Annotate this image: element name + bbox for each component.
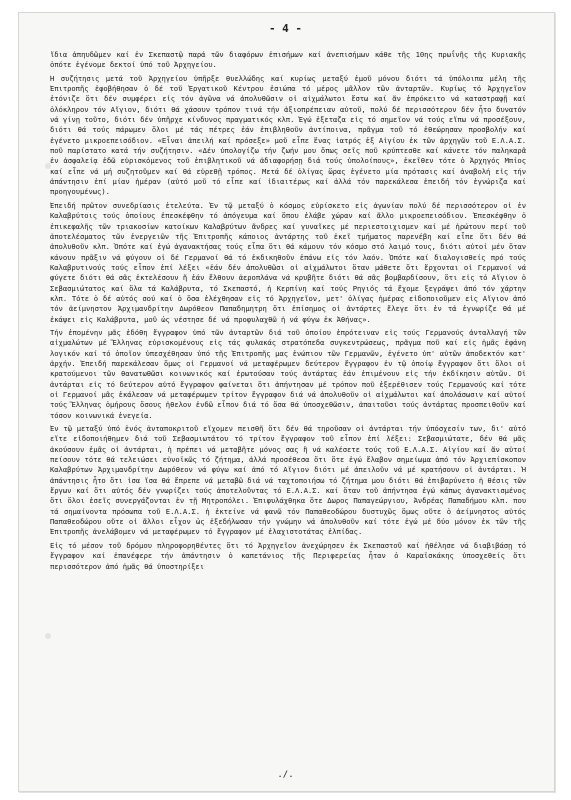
paragraph: Ἐν τῷ μεταξύ ὑπό ἑνός ἀνταποκριτοῦ εἴχομεν πεισθῆ ὅτι δέν θά τηροῦσαν οἱ ἀντάρται τήν ὑπόσχεσίν των, δι' αὐτό εἴτε εἰδοποιήθημεν διά τοῦ Σεβασμιωτάτου τό τρίτον ἔγγραφον τοῦ εἶπον ἐπί λέξει: Σεβασμιώτατε, δέν θά μᾶς ἀκούσουν ἐμᾶς οἱ ἀντάρται, ἡ πρέπει νά μεταβῆτε μόνος σας ἢ νά καλέσετε τούς τοῦ Ε.Λ.Α.Σ. Αἰγίου καί ἄν αὐτοί πείσουν τότε θά τελειώσει εὐνοϊκῶς τό ζήτημα, ἀλλά προσέθεσα ὅτι ὅτε ἐγώ ἔλαβον σημείωμα ἀπό τόν Ἀρχιεπίσκοπον Καλαβρύτων Ἀρχιμανδρίτην Δωρόθεον νά φύγω καί ἀπό τό Αἴγιον διότι μέ ἀπειλοῦν νά μέ κρατήσουν οἱ ἀντάρται. Ἡ ἀπάντησις ἦτο ὅτι ἰσα ἴσα θά ἔπρεπε νά μεταβῶ διά νά ταχτοποιήσω τό ζήτημα μου διότι θά ἐπιβαρύνετο ἡ θέσις τῶν ἔργων καί ὅτι αὐτός δέν γνωρίζει τούς ἀποτελοῦντας τό Ε.Λ.Α.Σ. καί ὅταν τοῦ ἀπήντησα ἐγώ κάπως ἀγανακτισμένος ὅτι ὅλοι ἐσεῖς συνεργάζονται ἐν τῇ Μητροπόλει. Ἐπιφυλάχθηκα ὅτε Δωρος Παπαγεώργιου, Ἀνδρέας Παπαδήμου κλπ. που τά σημαίνοντα πρόσωπα τοῦ Ε.Λ.Α.Σ. ἡ ἐκτείνε νά φανῶ τόν Παπαθεοδώρου δυστυχῶς ὅμως οὔτε ὁ ἀείμνηστος αὐτός Παπαθεοδώρου οὔτε οἱ ἄλλοι εἶχον ὡς ἐξεδήλωσαν τήν γνώμην νά ἀπολυθοῦν καί τότε ἐγώ μέ δύο μόνον ἐκ τῶν τῆς Ἐπιτροπῆς ἀνελάβομεν νά μεταφέρωμεν τό ἔγγραφον μέ ἐλαχιστοτάτας ἐλπίδας. — [50, 424, 526, 537]
paragraph: Τήν ἐπομένην μᾶς ἐδόθη ἔγγραφον ὑπό τῶν ἀνταρτῶν διά τοῦ ὁποίου ἐπρότειναν εἰς τούς Γερμανούς ἀνταλλαγή τῶν αἰχμαλώτων μέ Ἕλληνας εὑρισκομένους εἰς τάς φυλακάς στρατόπεδα συγκεντρώσεως, πρᾶγμα ποῦ καί εἰς ἡμᾶς ἐφάνη λογικόν καί τό ὁποῖον ὑπεσχέθησαν ὑπό τῆς Ἐπιτροπῆς μας ἐνώπιον τῶν Γερμανῶν, ἐγένετο ὑπ' αὐτῶν ἀποδεκτόν κατ' ἀρχήν. Ἐπειδή παρεκάλεσαν ὅμως οἱ Γερμανοί νά μεταφέρωμεν δεύτερον ἔγγραφον ἐν τῷ ὁποίῳ ἔγγραφον ὅτι ὅλοι οἱ κρατούμενοι τῶν θανατωθῶσι κοινωνικός καί ἐρωτούσαν τούς ἀντάρτας ἐάν ἐπιμένουν εἰς τήν ἐκδίκησιν αὐτῶν. Οἱ ἀντάρται εἰς τό δεύτερον αὐτό ἔγγραφον φαίνεται ὅτι ἀπήντησαν μέ τρόπον ποῦ ἐξερέθισεν τούς Γερμανούς καί τότε οἱ Γερμανοί μᾶς ἐκάλεσαν νά μεταφέρωμεν τρίτον ἔγγραφον διά νά ἀπολυθοῦν οἱ αἰχμάλωτοι καί ἀπολάσωσιν καί αὐτοί τούς Ἕλληνας ὁμήρους ὅσους ἠθελον ἐνδῶ εἶπον διά τό ὅσα θά ὑποσχεθῶσιν, ἀπαιτοῦσι τούς ἀντάρτας προσπειθοῦν καί τόσον κοινωνικά ἐνεγεία. — [50, 327, 526, 420]
paragraph: Εἰς τό μέσον τοῦ δρόμου πληροφορηθέντες ὅτι τό Ἀρχηγεῖον ἀνεχώρησεν ἐκ Σκεπαστοῦ καί ἠθέλησε νά διαβιβάσῃ τό ἔγγραφον καί ἐπανέφερε τήν ἀπάντησιν ὁ καπετάνιος τῆς Περιφερείας ἦταν ὁ Καραϊσκάκης ὑποσχεθείς ὅτι περισσότερον ἀπό ἡμᾶς θά ὑποστηρίξει — [50, 540, 526, 571]
paragraph: Ἡ συζήτησις μετά τοῦ Ἀρχηγείου ὑπῆρξε θυελλώδης καί κυρίως μεταξύ ἐμοῦ μόνου διότι τά ὑπόλοιπα μέλη τῆς Ἐπιτροπῆς ἐφοβήθησαν ὁ δέ τοῦ Ἐργατικοῦ Κέντρου ἐσιώπα τό μέρος μᾶλλον τῶν ἀνταρτῶν. Κυρίως τό Ἀρχηγεῖον ἐτόνιζε ὅτι δέν συμφέρει εἰς τόν ἀγῶνα νά ἀπολυθῶσιν οἱ αἰχμάλωτοι ἔστω καί ἄν ἐπρόκειτο νά καταστραφῇ καί ὁλόκληρον τόν Αἴγιον, διότι θά χάσουν τρόπον τινά τήν ἀξιοπρέπειαν αὐτοῦ, πολύ δέ περισσότερον δέν ἦτο δυνατόν νά γίνῃ τοῦτο, διότι δέν ὑπῆρχε κίνδυνος πραγματικός κλπ. Ἐγώ ἐξεταζα εἰς τό σημεῖον νά τούς εἴπω νά προσέξουν, διότι θά τούς πάρωμεν ὅλοι μέ τάς πέτρες ἐάν ἐπιβληθοῦν ἀντίποινα, πρᾶγμα τοῦ τό ἐθεώρησαν προσβολήν καί ἐγένετο μικροεπεισόδιον. «Εἶναι ἀπειλή καί πρόσεξε» μοῦ εἶπε ἕνας ἰατρός ἐξ Αἰγίου ἐκ τῶν ἀρχηγῶν τοῦ Ε.Λ.Α.Σ. ποῦ παρίστατο κατά τήν συζήτησιν. «Δέν ὑπολογίζω τήν ζωήν μου ὅπως σεῖς ποῦ κρύπτεσθε καί κάνετε τόν παληκαρᾶ ἐν ἀσφαλείᾳ ἐδῶ εὑρισκόμενος τοῦ ἐπιβλητικοῦ νά ἀδιαφορήσῃ διά τούς ὑπολοίπους», ἐκεῖθεν τότε ὁ Ἀρχηγός Μπίος καί εἶπε νά μή συζητοῦμεν καί θά εὑρεθῇ τρόπος. Μετά δέ ὀλίγας ὥρας ἐγένετο μία πρότασις καί ἀναβολή εἰς τήν ἀπάντησιν ἐπί μίαν ἡμέραν (αὐτό μοῦ τό εἶπε καί ἰδιαιτέρως καί ἀλλά τόν παρεκάλεσα ἐπειδή τόν ἐγνώριζα καί προηγουμένως). — [50, 73, 526, 197]
end-mark: ./. — [277, 770, 294, 780]
paragraph: ἴδια ἀπηυδῶμεν καί ἐν Σκεπαστῷ παρά τῶν διαφόρων ἐπισήμων καί ἀνεπισήμων κάθε τῆς 10ης πρωΐνῆς τῆς Κυριακῆς ὁπότε ἐγένομε δεκτοί ὑπό τοῦ Ἀρχηγείου. — [50, 50, 526, 70]
document-body — [50, 50, 526, 760]
paragraph: Ἐπειδή πρῶτον συνεδρίασις ἐτελεύτα. Ἐν τῷ μεταξύ ὁ κόσμος εὑρίσκετο εἰς ἀγωνίαν πολύ δέ περισσότερον οἱ ἐν Καλαβρύτοις τούς ὁποίους ἐπεσκέφθην τό ἀπόγευμα καί ὅπου ἐλάβε χώραν καί ἄλλο μικροεπεισόδιον. Ἐπεσκέφθην ὁ ἐπικεφαλῆς τῶν τριακοσίων κατοίκων Καλαβρύτων ἄνδρες καί γυναῖκες μέ περιεστοιχισμεν καί μέ ἠρώτουν περί τοῦ ἀποτελέσματος τῶν ἐνεργειῶν τῆς Ἐπιτροπῆς κάποιος ἀντάρτης τοῦ ἐκεῖ τμήματος παρενέβη καί εἶπε ὅτι δέν θά ἀπολυθοῦν κλπ. Ὁπότε καί ἐγώ ἀγανακτήσας τούς εἶπα ὅτι θά κάμουν τόν κόσμο στό λαιμό τους, διότι αὐτοί μέν ὅταν κάνουν πρᾶξιν νά φύγουν οἱ δέ Γερμανοί θά τό ἐκδικηθοῦν ἐπάνω εἰς τόν λαόν. Ὁπότε καί διαλογισθείς πρό τούς Καλαβρυτινούς τούς εἶπον ἐπί λέξει «ἐάν δέν ἀπολυθῶσι οἱ αἰχμάλωτοι ὅταν μάθετε ὅτι ἔρχονται οἱ Γερμανοί νά φύγετε διότι θά σᾶς ἐκτελέσουν ἤ ἐάν ἔλθουν ἀεροπλάνα νά κρυβῆτε διότι θά σᾶς βομβαρδίσουν, ὅτι εἰς τό Αἴγιον ὁ Σεβασμιώτατος καί ὅλα τά Καλάβρυτα, τό Σκεπαστό, ἡ Κερπίνη καί τούς Ρηγιός τά ἔχομε ξεγράψει ἀπό τόν χάρτην κλπ. Τότε ὁ δέ αὐτός σού καί ὁ ὅσα ἐλέχθησαν εἰς τό Ἀρχηγεῖον, μετ' ὀλίγας ἡμέρας εἰδοποιοῦμεν εἰς Αἴγιον ἀπό τόν ἀείμνηστον Ἀρχιμανδρίτην Δωρόθεον Παπαδημητρη ὅτι ἐπίσημος οἱ ἀντάρτες ἔλεγε ὅτι ἐν τά ἐγνωρίζε θά μέ ἐκάψει εἰς Καλάβρυτα, μοῦ ὡς νέστησε δέ νά προφυλαχθῶ ἡ νά φύγω ἐκ Ἀθήνας». — [50, 200, 526, 324]
page-number: - 4 - — [268, 22, 303, 35]
